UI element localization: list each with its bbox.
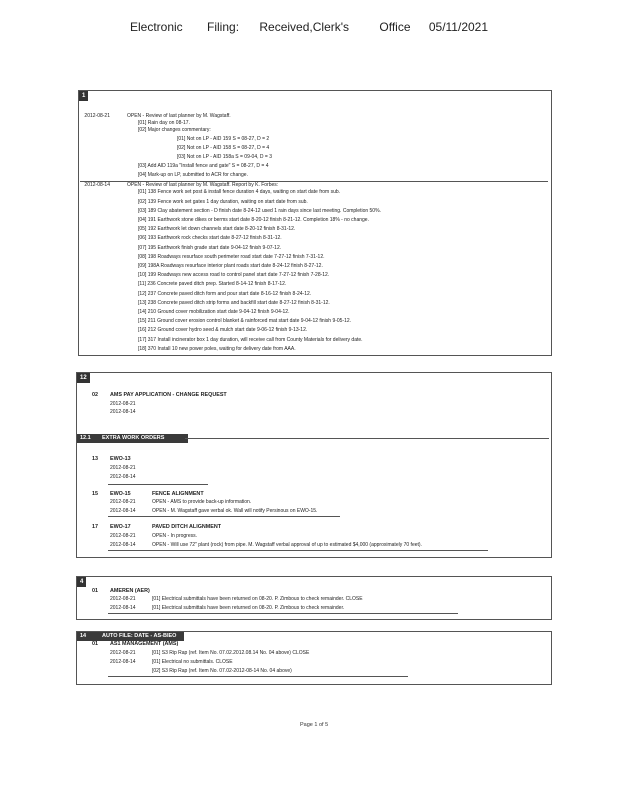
entry-line: [05] 192 Earthwork let down channels start date 8-20-12 finish 8-31-12. (138, 226, 296, 233)
stamp-word: Electronic (129, 20, 183, 34)
entry-text: [01] Electrical submittals have been returned on 08-20. P. Zimbous to check remainder. CLOSE (152, 596, 363, 602)
divider (108, 550, 488, 551)
entry-line: [08] 198 Roadways resurface south perimeter road start date 7-27-12 finish 7-31-12. (138, 253, 325, 260)
entry-date: 2012-08-14 (110, 409, 136, 415)
entry-line: [01] Not on LP - AID 159 S = 08-27, D = 2 (177, 136, 270, 142)
divider (108, 676, 408, 677)
divider (185, 438, 549, 439)
entry-line: [15] 211 Ground cover erosion control blanket & rainforced mat start date 9-04-12 finish 9-05-12. (138, 318, 352, 325)
filing-stamp (0, 20, 618, 34)
band-number: 12.1 (80, 435, 91, 441)
item-number: 17 (92, 524, 98, 530)
item-title: EWO-15 (110, 491, 131, 497)
entry-date: 2012-08-21 (110, 499, 136, 505)
entry-line: [07] 195 Earthwork finish grade start date 9-04-12 finish 9-07-12. (138, 244, 282, 251)
entry-line: [14] 210 Ground cover mobilization start date 9-04-12 finish 9-04-12. (138, 308, 290, 315)
entry-line: OPEN - Review of last planner by M. Wagstaff. (127, 113, 231, 119)
stamp-word: Office (379, 20, 411, 34)
band-label: AUTO FILE: DATE - AS-BIEO (102, 633, 177, 639)
entry-line: [12] 237 Concrete paved ditch form and pour start date 8-16-12 finish 8-24-12. (138, 290, 312, 297)
entry-line: OPEN - Review of last planner by M. Wagstaff. Report by K. Forbes: (127, 182, 279, 188)
page-number: Page 1 of 5 (300, 722, 329, 728)
entry-line: [03] Not on LP - AID 158a S = 09-04, D = 3 (177, 154, 272, 160)
entry-line: [01] Rain day on 08-17. (138, 120, 190, 126)
section-12-box (76, 372, 552, 558)
entry-text: [01] Electrical no submittals. CLOSE (152, 659, 233, 665)
entry-text: OPEN - In progress. (152, 533, 198, 539)
entry-date: 2012-08-14 (110, 542, 136, 548)
entry-line: [06] 193 Earthwork rock checks start date 8-27-12 finish 8-31-12. (138, 235, 282, 242)
entry-line: [17] 317 Install incinerator box 1 day duration, will receive call from County Materials for delivery date. (138, 336, 363, 343)
entry-line: [01] 138 Fence work set post & install fence duration 4 days, waiting on start date from sub. (138, 189, 341, 196)
item-title: EWO-13 (110, 456, 131, 462)
section-band-extra-work (77, 434, 188, 443)
entry-line: [18] 370 Install 10 new power poles, waiting for delivery date from AAA. (138, 345, 296, 352)
entry-line: [03] Add AID 119a "Install fence and gate" S = 08-27, D = 4 (138, 163, 269, 169)
entry-date: 2012-08-21 (84, 113, 110, 119)
divider (108, 484, 208, 485)
entry-text: [01] S3 Rip Rap (ref. Item No. 07.02.2012.08.14 No. 04 above) CLOSE (152, 650, 310, 656)
item-number: 13 (92, 456, 98, 462)
band-label: EXTRA WORK ORDERS (102, 435, 165, 441)
entry-line: [02] 139 Fence work set gates 1 day duration, waiting on start date from sub. (138, 198, 308, 205)
entry-line: [04] Mark-up on LP, submitted to ACR for change. (138, 172, 248, 178)
item-number: 02 (92, 392, 98, 398)
entry-line: [09] 198A Roadways resurface interior plant roads start date 8-24-12 finish 8-27-12. (138, 262, 323, 269)
entry-line: [04] 191 Earthwork stone dikes or berms start date 8-20-12 finish 8-21-12. Completion 18% - no change. (138, 216, 369, 223)
item-subject: PAVED DITCH ALIGNMENT (152, 524, 222, 530)
entry-line: [02] Not on LP - AID 158 S = 08-27, D = 4 (177, 145, 270, 151)
entry-date: 2012-08-21 (110, 401, 136, 407)
entry-date: 2012-08-14 (110, 605, 136, 611)
entry-line: [16] 212 Ground cover hydro seed & mulch start date 9-06-12 finish 9-13-12. (138, 327, 308, 334)
entry-line: [10] 199 Roadways new access road to control panel start date 7-27-12 finish 7-28-12. (138, 272, 330, 279)
divider (108, 613, 458, 614)
entry-date: 2012-08-14 (110, 474, 136, 480)
entry-date: 2012-08-21 (110, 650, 136, 656)
entry-date: 2012-08-21 (110, 596, 136, 602)
stamp-word: Filing: (207, 20, 240, 34)
entry-date: 2012-08-21 (110, 533, 136, 539)
entry-date: 2012-08-14 (110, 659, 136, 665)
section-number: 4 (77, 577, 86, 587)
entry-text: [02] S3 Rip Rap (ref. Item No. 07.02-2012-08-14 No. 04 above) (152, 668, 292, 674)
section-band-auto-file (77, 632, 184, 641)
item-title: AMS PAY APPLICATION - CHANGE REQUEST (110, 392, 227, 398)
item-title: EWO-17 (110, 524, 131, 530)
section-number: 1 (79, 91, 88, 101)
item-number: 15 (92, 491, 98, 497)
item-subject: FENCE ALIGNMENT (152, 491, 204, 497)
stamp-word: Received,Clerk's (259, 20, 350, 34)
entry-text: OPEN - AMS to provide back-up information. (152, 499, 252, 505)
entry-line: [11] 236 Concrete paved ditch prep. Started 8-14-12 finish 8-17-12. (138, 281, 287, 288)
item-title: AMEREN (AER) (110, 588, 150, 594)
item-number: 01 (92, 588, 98, 594)
entry-date: 2012-08-14 (110, 508, 136, 514)
entry-line: [02] Major changes commentary: (138, 127, 211, 133)
item-number: 01 (92, 641, 98, 647)
section-number: 12 (77, 373, 90, 383)
entry-text: OPEN - M. Wagstaff gave verbal ok. Wall will notify Persinous on EWO-15. (152, 508, 318, 514)
item-title: AS1 MANAGEMENT (AMS) (110, 641, 179, 647)
entry-line: [03] 189 Clay abatement section - D finish date 8-24-12 used 1 rain days since last meeting. Completion 50%. (138, 207, 381, 214)
entry-line: [13] 238 Concrete paved ditch strip forms and backfill start date 8-27-12 finish 8-31-12. (138, 299, 330, 306)
entry-text: OPEN - Will use 72" plant (rock) from pipe. M. Wagstaff verbal approval of up to estimated $4,000 (approximately 70 feet). (152, 542, 422, 548)
entry-text: [01] Electrical submittals have been returned on 08-20. P. Zimbous to check remainder. (152, 605, 345, 611)
entry-date: 2012-08-21 (110, 465, 136, 471)
entry-date: 2012-08-14 (84, 182, 110, 188)
stamp-word: 05/11/2021 (428, 20, 489, 34)
band-number: 14 (80, 633, 87, 639)
divider (108, 516, 340, 517)
